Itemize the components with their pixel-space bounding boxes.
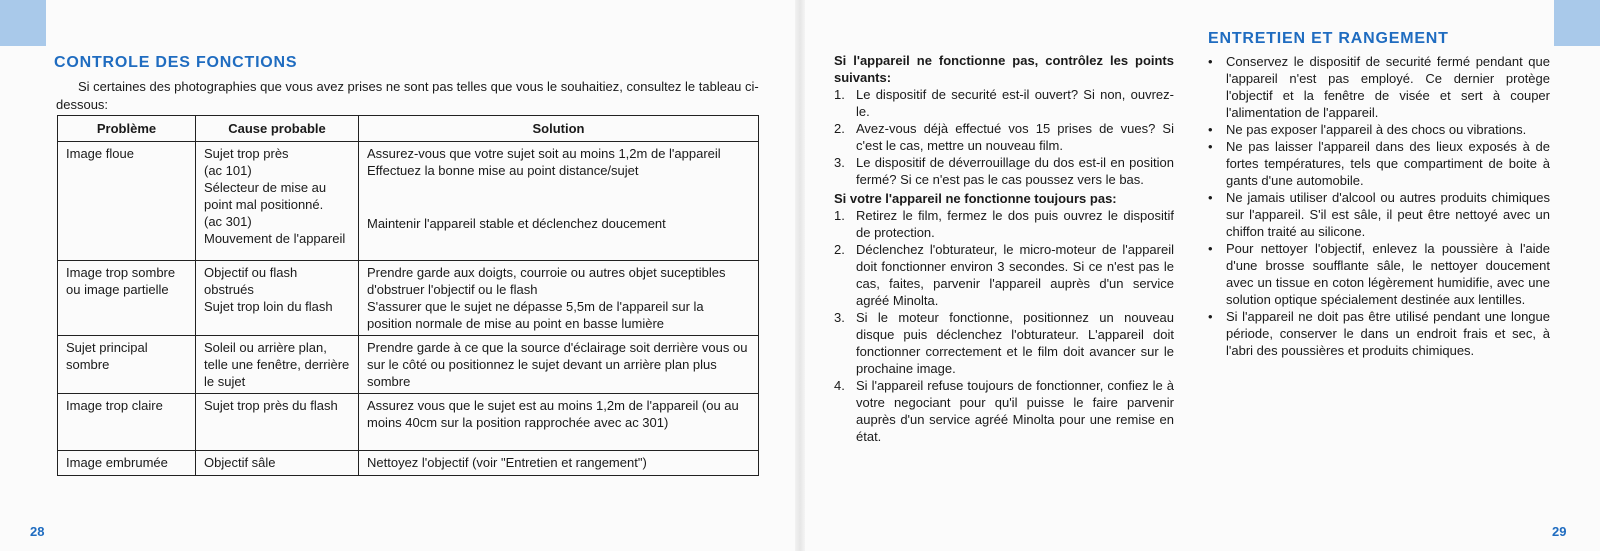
cell-solution [359,142,759,261]
page-gutter [795,0,805,551]
list-item [834,154,1174,188]
list-item [1206,121,1550,138]
list-text: Si l'appareil refuse toujours de fonctionner, confiez le à votre negociant pour qu'il puisse le faire parvenir auprès d'un service agréé Minolta pour une remise en état. [856,378,1174,444]
list-text: Conservez le dispositif de securité fermé pendant que l'appareil n'est pas employé. Ce dernier protège l'objectif et la fenêtre de visée et sert à couper l'alimentation de l'appareil. [1226,54,1550,120]
list-item [1206,308,1550,359]
header-probleme: Problème [58,116,196,142]
list-number: 3. [834,155,845,170]
list-item [834,241,1174,309]
cell-solution: Assurez vous que le sujet est au moins 1,2m de l'appareil (ou au moins 40cm sur la position rapprochée avec ac 301) [359,394,759,451]
header-cause: Cause probable [196,116,359,142]
solution-gap [367,197,750,215]
table-row [58,451,759,476]
list-number: 3. [834,310,845,325]
list-item [834,207,1174,241]
table-row [58,261,759,336]
list-number: 4. [834,378,845,393]
list-item [1206,189,1550,240]
care-column [1206,53,1550,359]
cell-probleme: Image trop claire [58,394,196,451]
table-row [58,394,759,451]
cell-solution: Prendre garde à ce que la source d'éclairage soit derrière vous ou sur le côté ou positionnez le sujet devant un arrière plan plus sombre [359,336,759,394]
bullet-icon: • [1208,122,1213,137]
cell-cause: Soleil ou arrière plan, telle une fenêtre, derrière le sujet [196,336,359,394]
list-text: Si le moteur fonctionne, positionnez un nouveau disque puis déclenchez l'obturateur. L'appareil doit fonctionner correctement et le film doit avancer sur le prochaine image. [856,310,1174,376]
checklist [834,86,1174,188]
cell-cause: Sujet trop près du flash [196,394,359,451]
cell-solution: Prendre garde aux doigts, courroie ou autres objet suceptibles d'obstruer l'objectif ou le flash S'assurer que le sujet ne dépasse 5,5m de l'appareil sur la position normale de mise au point en basse lumière [359,261,759,336]
page-number-left: 28 [30,524,45,539]
care-list [1206,53,1550,359]
list-text: Ne pas laisser l'appareil dans des lieux exposés à de fortes températures, tels que compartiment de boite à gants d'une automobile. [1226,139,1550,188]
bullet-icon: • [1208,309,1213,324]
troubleshooting-table [57,115,759,476]
list-item [1206,138,1550,189]
troubleshooting-title: CONTROLE DES FONCTIONS [54,54,298,71]
checklist-heading: Si l'appareil ne fonctionne pas, contrôlez les points suivants: [834,53,1174,85]
solution-line: Effectuez la bonne mise au point distance/sujet [367,163,639,178]
list-text: Pour nettoyer l'objectif, enlevez la poussière à l'aide d'une brosse soufflante sâle, le nettoyer doucement avec un tissue en coton légèrement humidifie, avec une solution optique spécialement destinée aux lentilles. [1226,241,1550,307]
cell-probleme: Image trop sombre ou image partielle [58,261,196,336]
list-item [1206,240,1550,308]
list-number: 2. [834,121,845,136]
header-solution: Solution [359,116,759,142]
bullet-icon: • [1208,139,1213,154]
list-text: Ne jamais utiliser d'alcool ou autres produits chimiques sur l'appareil. S'il est sâle, il peut être nettoyé avec un chiffon traité au silicone. [1226,190,1550,239]
right-page-tab [1554,0,1600,46]
table-row [58,142,759,261]
cell-cause: Objectif sâle [196,451,359,476]
solution-line: Maintenir l'appareil stable et déclenchez doucement [367,216,666,231]
bullet-icon: • [1208,190,1213,205]
table-header-row [58,116,759,142]
checklist-column [834,52,1174,447]
list-text: Si l'appareil ne doit pas être utilisé pendant une longue période, conserver le dans un endroit frais et sec, à l'abri des poussières et produits chimiques. [1226,309,1550,358]
table-row [58,336,759,394]
solution-gap [367,179,750,197]
list-item [834,309,1174,377]
cell-probleme: Image embrumée [58,451,196,476]
cell-cause: Objectif ou flash obstrués Sujet trop loin du flash [196,261,359,336]
list-number: 1. [834,87,845,102]
list-text: Retirez le film, fermez le dos puis ouvrez le dispositif de protection. [856,208,1174,240]
cell-probleme: Sujet principal sombre [58,336,196,394]
list-item [834,86,1174,120]
cell-probleme: Image floue [58,142,196,261]
list-text: Déclenchez l'obturateur, le micro-moteur de l'appareil doit fonctionner environ 3 secondes. Si ce n'est pas le cas, faites, parvenir l'appareil auprès d'un service agréé Minolta. [856,242,1174,308]
list-item [834,377,1174,445]
list-text: Ne pas exposer l'appareil à des chocs ou vibrations. [1226,122,1527,137]
left-page-tab [0,0,46,46]
cell-solution: Nettoyez l'objectif (voir "Entretien et rangement") [359,451,759,476]
bullet-icon: • [1208,54,1213,69]
list-number: 2. [834,242,845,257]
list-text: Le dispositif de securité est-il ouvert? Si non, ouvrez-le. [856,87,1174,119]
cell-cause: Sujet trop près (ac 101) Sélecteur de mise au point mal positionné. (ac 301) Mouvement de l'appareil [196,142,359,261]
still-not-working-list [834,207,1174,445]
still-not-working-heading: Si votre l'appareil ne fonctionne toujours pas: [834,191,1117,206]
bullet-icon: • [1208,241,1213,256]
list-item [1206,53,1550,121]
care-title: ENTRETIEN ET RANGEMENT [1208,30,1449,47]
list-item [834,120,1174,154]
list-text: Avez-vous déjà effectué vos 15 prises de vues? Si c'est le cas, mettre un nouveau film. [856,121,1174,153]
troubleshooting-intro: Si certaines des photographies que vous avez prises ne sont pas telles que vous le souhaitiez, consultez le tableau ci-dessous: [56,79,759,112]
page-number-right: 29 [1552,524,1567,539]
list-number: 1. [834,208,845,223]
list-text: Le dispositif de déverrouillage du dos est-il en position fermé? Si ce n'est pas le cas poussez vers le bas. [856,155,1174,187]
solution-line: Assurez-vous que votre sujet soit au moins 1,2m de l'appareil [367,146,721,161]
